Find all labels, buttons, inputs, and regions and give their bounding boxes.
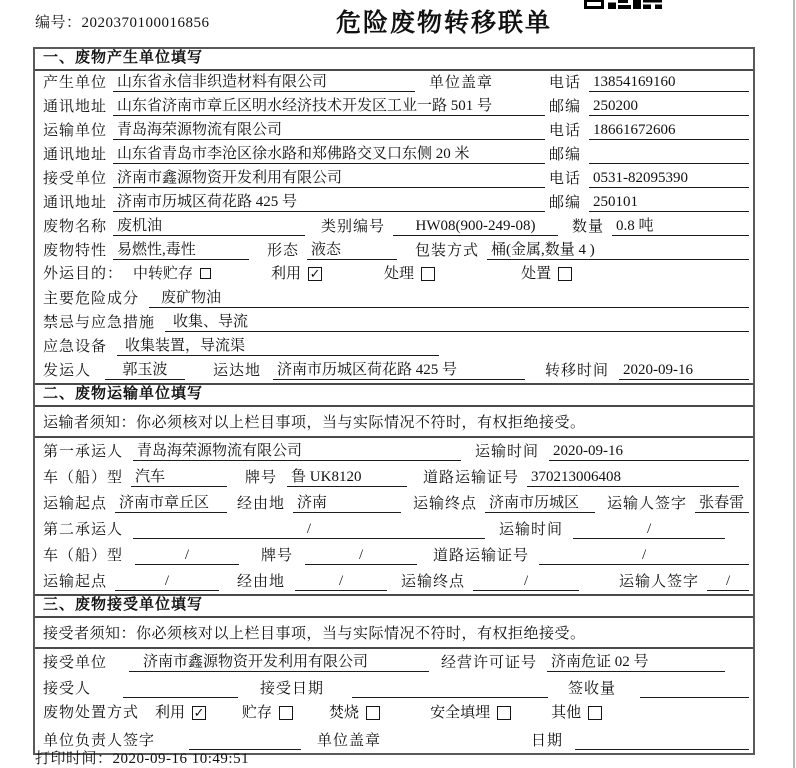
origin1-value: 济南市章丘区 bbox=[115, 494, 227, 513]
phone3-label: 电话 bbox=[548, 171, 581, 187]
carrier1-label: 第一承运人 bbox=[43, 444, 124, 460]
disposal-landfill-checkbox bbox=[497, 706, 511, 720]
quantity-value: 0.8 吨 bbox=[612, 217, 749, 236]
row-taboo-measures bbox=[35, 311, 753, 335]
disposal-option-landfill bbox=[430, 704, 511, 722]
row-producer bbox=[35, 71, 753, 95]
row-shipper bbox=[35, 359, 753, 383]
taboo-value: 收集、导流 bbox=[165, 313, 749, 332]
time1-value: 2020-09-16 bbox=[549, 442, 749, 461]
end2-label: 运输终点 bbox=[401, 574, 466, 590]
treat-checkbox bbox=[421, 267, 435, 281]
disposal-other-checkbox bbox=[588, 706, 602, 720]
purpose-option-use-label: 利用 bbox=[271, 265, 302, 282]
phone3-value: 0531-82095390 bbox=[589, 169, 749, 188]
addr3-label: 通讯地址 bbox=[43, 195, 108, 211]
row-producer-address bbox=[35, 95, 753, 119]
via1-label: 经由地 bbox=[237, 496, 286, 512]
row-recipient bbox=[35, 675, 753, 701]
section3-header: 三、废物接受单位填写 bbox=[35, 594, 753, 618]
taboo-label: 禁忌与应急措施 bbox=[43, 315, 156, 331]
time2-value: / bbox=[573, 520, 725, 539]
recipient-label: 接受人 bbox=[43, 681, 92, 697]
disposal-option-use-label: 利用 bbox=[155, 704, 186, 721]
license2-value: / bbox=[539, 546, 749, 565]
character-value: 易燃性,毒性 bbox=[113, 241, 249, 260]
row-receiver-address bbox=[35, 191, 753, 215]
unit-seal-label: 单位盖章 bbox=[429, 75, 494, 91]
equipment-label: 应急设备 bbox=[43, 339, 108, 355]
end1-label: 运输终点 bbox=[413, 496, 478, 512]
addr1-value: 山东省济南市章丘区明水经济技术开发区工业一路 501 号 bbox=[113, 97, 545, 116]
print-time-value: 2020-09-16 10:49:51 bbox=[112, 751, 250, 767]
purpose-option-dispose bbox=[521, 265, 572, 283]
origin2-value: / bbox=[115, 572, 219, 591]
purpose-label: 外运目的： bbox=[43, 265, 124, 282]
packing-value: 桶(金属,数量 4 ) bbox=[487, 241, 749, 260]
disposal-label: 废物处置方式 bbox=[43, 704, 140, 721]
transporter-value: 青岛海荣源物流有限公司 bbox=[113, 121, 545, 140]
permit-value: 济南危证 02 号 bbox=[547, 653, 725, 672]
print-time-label: 打印时间： bbox=[35, 751, 113, 767]
accept-unit-label: 接受单位 bbox=[43, 655, 108, 671]
purpose-option-dispose-label: 处置 bbox=[521, 265, 552, 282]
sign2-value: / bbox=[707, 572, 749, 591]
category-label: 类别编号 bbox=[321, 219, 386, 235]
section1-header: 一、废物产生单位填写 bbox=[35, 49, 753, 71]
shipper-value: 郭玉波 bbox=[105, 361, 185, 380]
page-right-edge bbox=[793, 0, 795, 768]
form-label: 形态 bbox=[267, 243, 300, 259]
row-transporter bbox=[35, 119, 753, 143]
transit-checkbox bbox=[200, 268, 211, 279]
row-waste-name bbox=[35, 215, 753, 239]
row-route2 bbox=[35, 568, 753, 594]
date2-value bbox=[575, 732, 749, 750]
row-emergency-equipment bbox=[35, 335, 753, 359]
transfer-time-label: 转移时间 bbox=[545, 363, 610, 379]
accept-date-value bbox=[352, 680, 548, 698]
row-receiver bbox=[35, 167, 753, 191]
disposal-option-store bbox=[242, 704, 293, 722]
form-value: 液态 bbox=[307, 241, 397, 260]
phone2-label: 电话 bbox=[548, 123, 581, 139]
disposal-option-burn-label: 焚烧 bbox=[329, 704, 360, 721]
hazard-label: 主要危险成分 bbox=[43, 291, 140, 307]
section2-header: 二、废物运输单位填写 bbox=[35, 383, 753, 407]
accept-unit-value: 济南市鑫源物资开发利用有限公司 bbox=[129, 653, 429, 672]
dispose-checkbox bbox=[558, 267, 572, 281]
carrier2-label: 第二承运人 bbox=[43, 522, 124, 538]
print-time bbox=[35, 747, 249, 768]
disposal-burn-checkbox bbox=[366, 706, 380, 720]
row-waste-character bbox=[35, 239, 753, 263]
license2-label: 道路运输证号 bbox=[433, 548, 530, 564]
serial-number-value: 2020370100016856 bbox=[81, 15, 210, 31]
quantity-label: 数量 bbox=[572, 219, 605, 235]
purpose-option-use bbox=[271, 265, 322, 283]
phone2-value: 18661672606 bbox=[589, 121, 749, 140]
row-disposal-method bbox=[35, 701, 753, 727]
zip1-label: 邮编 bbox=[548, 99, 581, 115]
purpose-option-treat bbox=[384, 265, 435, 283]
row-vehicle2 bbox=[35, 542, 753, 568]
vehicle1-label: 车（船）型 bbox=[43, 470, 124, 486]
qr-code-icon bbox=[584, 0, 662, 9]
sign1-value: 张春雷 bbox=[695, 494, 749, 513]
receiver-label: 接受单位 bbox=[43, 171, 108, 187]
permit-label: 经营许可证号 bbox=[441, 655, 538, 671]
zip3-value: 250101 bbox=[589, 193, 749, 212]
producer-label: 产生单位 bbox=[43, 75, 108, 91]
row-hazard-component bbox=[35, 287, 753, 311]
license1-label: 道路运输证号 bbox=[423, 470, 520, 486]
signed-amount-label: 签收量 bbox=[568, 681, 617, 697]
sign1-label: 运输人签字 bbox=[607, 496, 688, 512]
disposal-option-other bbox=[551, 704, 602, 722]
sign2-label: 运输人签字 bbox=[619, 574, 700, 590]
vehicle1-value: 汽车 bbox=[131, 468, 227, 487]
via2-label: 经由地 bbox=[237, 574, 286, 590]
disposal-option-store-label: 贮存 bbox=[242, 704, 273, 721]
recipient-value bbox=[123, 680, 238, 698]
carrier1-value: 青岛海荣源物流有限公司 bbox=[133, 442, 461, 461]
equipment-value: 收集装置，导流渠 bbox=[117, 337, 439, 356]
row-vehicle1 bbox=[35, 464, 753, 490]
license1-value: 370213006408 bbox=[527, 468, 739, 487]
phone1-label: 电话 bbox=[548, 75, 581, 91]
shipper-label: 发运人 bbox=[43, 363, 92, 379]
purpose-option-transit bbox=[133, 265, 211, 283]
zip1-value: 250200 bbox=[589, 97, 749, 116]
via2-value: / bbox=[295, 572, 387, 591]
disposal-option-other-label: 其他 bbox=[551, 704, 582, 721]
row-carrier1 bbox=[35, 438, 753, 464]
section3-notice: 接受者须知：你必须核对以上栏目事项，当与实际情况不符时，有权拒绝接受。 bbox=[35, 618, 753, 649]
date2-label: 日期 bbox=[531, 733, 564, 749]
origin2-label: 运输起点 bbox=[43, 574, 108, 590]
plate1-label: 牌号 bbox=[245, 470, 278, 486]
transporter-label: 运输单位 bbox=[43, 123, 108, 139]
unit-seal2-label: 单位盖章 bbox=[317, 733, 382, 749]
addr3-value: 济南市历城区荷花路 425 号 bbox=[113, 193, 545, 212]
row-accept-unit bbox=[35, 649, 753, 675]
producer-value: 山东省永信非织造材料有限公司 bbox=[113, 73, 415, 92]
zip2-label: 邮编 bbox=[548, 147, 581, 163]
disposal-option-use bbox=[155, 704, 206, 722]
phone1-value: 13854169160 bbox=[589, 73, 749, 92]
carrier2-value: / bbox=[133, 520, 485, 539]
receiver-value: 济南市鑫源物资开发利用有限公司 bbox=[113, 169, 545, 188]
disposal-option-burn bbox=[329, 704, 380, 722]
plate2-label: 牌号 bbox=[261, 548, 294, 564]
end1-value: 济南市历城区 bbox=[485, 494, 595, 513]
row-transporter-address bbox=[35, 143, 753, 167]
transfer-time-value: 2020-09-16 bbox=[619, 361, 749, 380]
accept-date-label: 接受日期 bbox=[260, 681, 325, 697]
disposal-use-checkbox: ✓ bbox=[193, 704, 205, 720]
vehicle2-value: / bbox=[135, 546, 239, 565]
hazard-value: 废矿物油 bbox=[149, 289, 749, 308]
zip3-label: 邮编 bbox=[548, 195, 581, 211]
character-label: 废物特性 bbox=[43, 243, 108, 259]
signed-amount-value bbox=[640, 680, 749, 698]
leader-sign-label: 单位负责人签字 bbox=[43, 733, 156, 749]
packing-label: 包装方式 bbox=[415, 243, 480, 259]
addr2-label: 通讯地址 bbox=[43, 147, 108, 163]
row-transfer-purpose bbox=[35, 263, 753, 287]
end2-value: / bbox=[473, 572, 579, 591]
destination-label: 运达地 bbox=[213, 363, 262, 379]
purpose-option-transit-label: 中转贮存 bbox=[133, 265, 194, 282]
time1-label: 运输时间 bbox=[475, 444, 540, 460]
row-carrier2 bbox=[35, 516, 753, 542]
serial-number-label: 编号： bbox=[35, 15, 82, 31]
page-title: 危险废物转移联单 bbox=[335, 10, 552, 37]
disposal-option-landfill-label: 安全填埋 bbox=[430, 704, 491, 721]
addr1-label: 通讯地址 bbox=[43, 99, 108, 115]
purpose-option-treat-label: 处理 bbox=[384, 265, 415, 282]
addr2-value: 山东省青岛市李沧区徐水路和郑佛路交叉口东侧 20 米 bbox=[113, 145, 545, 164]
disposal-store-checkbox bbox=[279, 706, 293, 720]
via1-value: 济南 bbox=[293, 494, 401, 513]
section2-notice: 运输者须知：你必须核对以上栏目事项，当与实际情况不符时，有权拒绝接受。 bbox=[35, 407, 753, 438]
row-route1 bbox=[35, 490, 753, 516]
use-checkbox: ✓ bbox=[309, 265, 321, 281]
zip2-value bbox=[589, 146, 749, 164]
vehicle2-label: 车（船）型 bbox=[43, 548, 124, 564]
plate1-value: 鲁 UK8120 bbox=[287, 468, 407, 487]
time2-label: 运输时间 bbox=[499, 522, 564, 538]
plate2-value: / bbox=[305, 546, 417, 565]
origin1-label: 运输起点 bbox=[43, 496, 108, 512]
waste-name-value: 废机油 bbox=[113, 217, 305, 236]
destination-value: 济南市历城区荷花路 425 号 bbox=[273, 361, 525, 380]
category-value: HW08(900-249-08) bbox=[393, 217, 558, 236]
manifest-form bbox=[33, 47, 755, 755]
waste-name-label: 废物名称 bbox=[43, 219, 108, 235]
